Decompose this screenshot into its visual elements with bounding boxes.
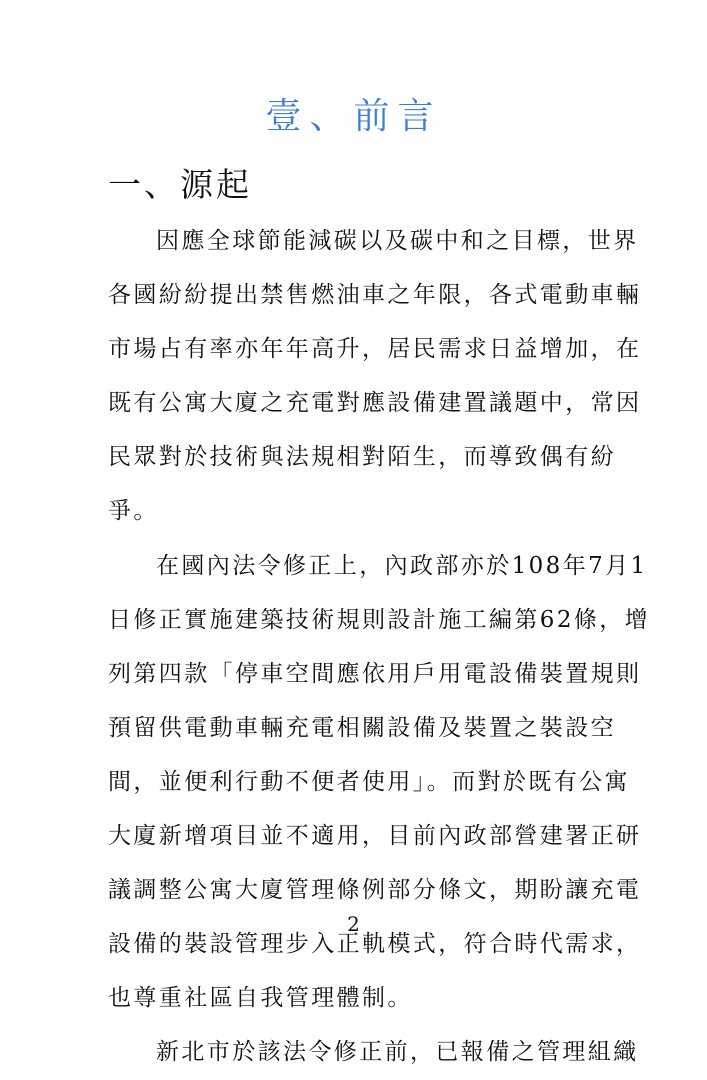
- text-line: 爭。: [108, 498, 159, 525]
- text-line: 在國內法令修正上，內政部亦於108年7月1: [156, 552, 648, 579]
- text-line: 大廈新增項目並不適用，目前內政部營建署正研: [108, 823, 642, 850]
- text-line: 因應全球節能減碳以及碳中和之目標，世界: [156, 228, 639, 254]
- chapter-title: 壹、前言: [265, 96, 442, 137]
- paragraph: [108, 1025, 639, 1079]
- text-line: 間，並便利行動不便者使用」。而對於既有公寓: [108, 768, 630, 795]
- text-line: 列第四款「停車空間應依用戶用電設備裝置規則: [108, 660, 642, 687]
- page-number: 2: [347, 912, 360, 936]
- text-line: 民眾對於技術與法規相對陌生，而導致偶有紛: [108, 444, 616, 471]
- text-line: 議調整公寓大廈管理條例部分條文，期盼讓充電: [108, 877, 642, 904]
- text-line: 市場占有率亦年年高升，居民需求日益增加，在: [108, 336, 642, 363]
- section-heading: 一、源起: [108, 165, 252, 204]
- text-line: 各國紛紛提出禁售燃油車之年限，各式電動車輛: [108, 282, 642, 309]
- text-line: 預留供電動車輛充電相關設備及裝置之裝設空: [108, 714, 616, 741]
- body-text: [108, 214, 651, 1080]
- text-line: 設備的裝設管理步入正軌模式，符合時代需求，: [108, 931, 642, 958]
- text-line: 既有公寓大廈之充電對應設備建置議題中，常因: [108, 390, 642, 417]
- paragraph: [108, 539, 651, 1026]
- text-line: 也尊重社區自我管理體制。: [108, 985, 413, 1012]
- text-line: 新北市於該法令修正前，已報備之管理組織: [156, 1039, 639, 1066]
- paragraph: [108, 214, 642, 539]
- text-line: 日修正實施建築技術規則設計施工編第62條，增: [108, 606, 651, 633]
